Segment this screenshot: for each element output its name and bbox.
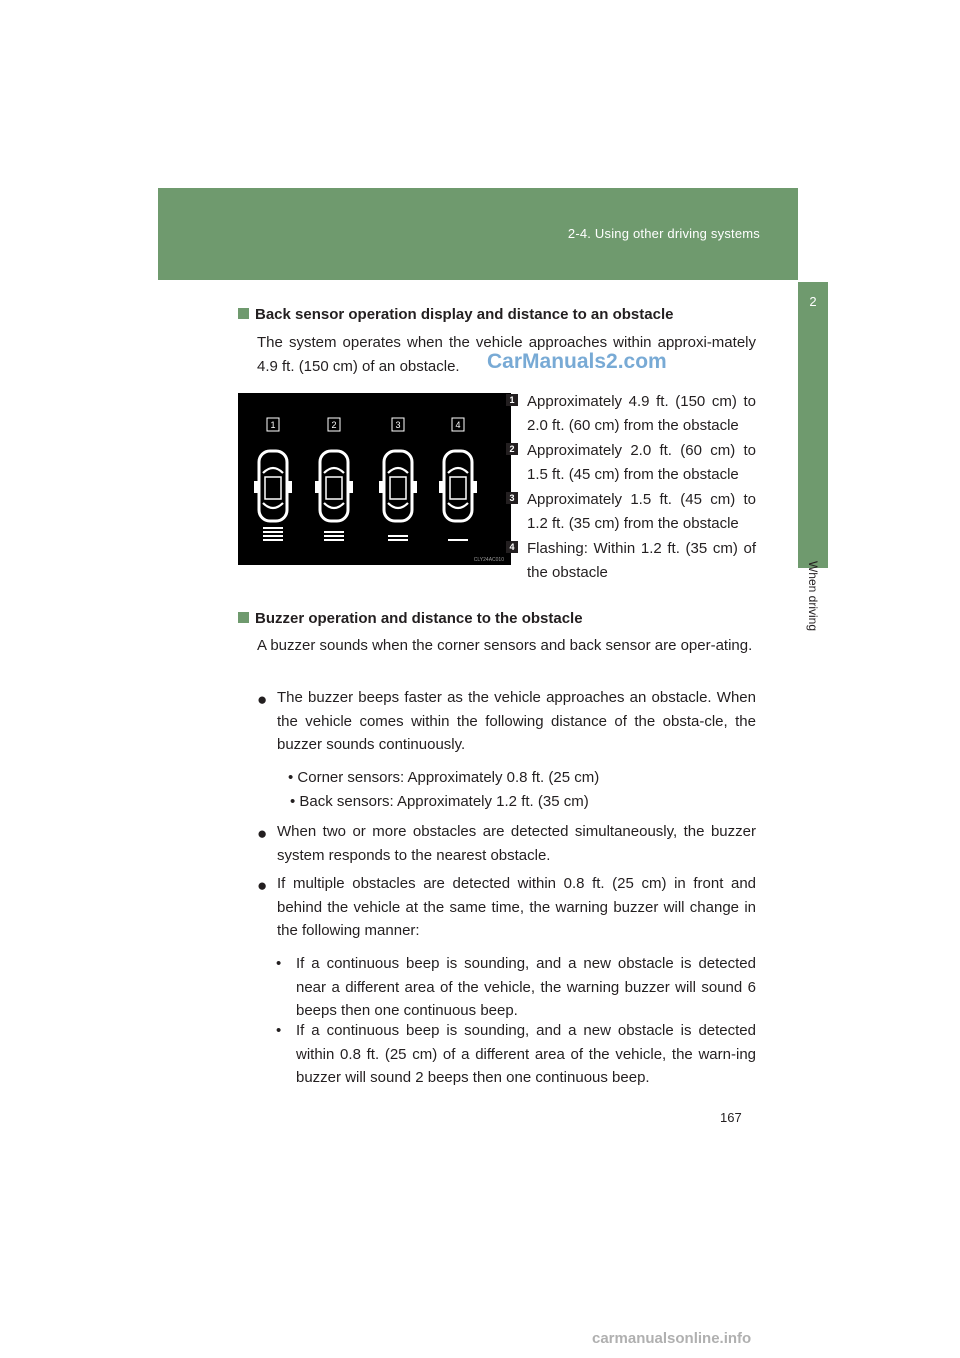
distance-back: • Back sensors: Approximately 1.2 ft. (35 cm) [290,793,589,810]
distance-bar [324,539,344,541]
car-windshield [263,468,283,473]
watermark-top: CarManuals2.com [487,350,667,373]
section-heading-text: Buzzer operation and distance to the obstacle [255,610,583,627]
distance-bar [388,539,408,541]
car-cabin [390,477,406,499]
panel-number: 4 [455,420,461,430]
sub-bullet-text: If a continuous beep is sounding, and a new obstacle is detected within 0.8 ft. (25 cm) of a different area of the vehicle, the warn-ing buzzer will sound 2 beeps then one continuous beep. [296,1022,756,1086]
chapter-label-tab [798,560,828,632]
panel-number: 1 [270,420,276,430]
car-body-outline [444,451,472,521]
header-band [158,188,798,280]
bullet-dot-icon: ● [257,690,268,709]
legend-item [506,439,756,487]
car-cabin [265,477,281,499]
figure-legend [506,390,756,586]
legend-item [506,537,756,585]
car-body-outline [320,451,348,521]
sub-bullet-item [276,952,756,1023]
section-heading-buzzer [238,610,583,627]
sub-bullet-dot-icon: • [276,1022,282,1039]
legend-number-1: 1 [506,394,518,406]
car-rear-window [388,503,408,508]
distance-bar [263,527,283,529]
bullet-text: The buzzer beeps faster as the vehicle approaches an obstacle. When the vehicle comes within the following distance of the obsta-cle, the buzzer sounds continuously. [277,689,756,753]
bullet-dot-icon: ● [257,824,268,843]
section-intro: The system operates when the vehicle approaches within approxi-mately 4.9 ft. (150 cm) of an obstacle. [257,334,756,375]
legend-text: Approximately 2.0 ft. (60 cm) to 1.5 ft. (45 cm) from the obstacle [527,442,756,483]
legend-number-4: 4 [506,541,518,553]
chapter-number: 2 [809,294,817,309]
legend-item [506,488,756,536]
legend-number-2: 2 [506,443,518,455]
distance-bar [448,539,468,541]
car-body-outline [384,451,412,521]
bullet-item [257,872,756,943]
bullet-item [257,820,756,867]
watermark-bottom: carmanualsonline.info [592,1330,752,1347]
side-sensor-left [254,481,258,493]
distance-bar [263,539,283,541]
legend-text: Approximately 1.5 ft. (45 cm) to 1.2 ft. (35 cm) from the obstacle [527,491,756,532]
car-windshield [324,468,344,473]
car-cabin [326,477,342,499]
car-rear-window [448,503,468,508]
distance-bar [263,535,283,537]
car-rear-window [324,503,344,508]
page-number: 167 [720,1110,742,1125]
legend-number-3: 3 [506,492,518,504]
square-bullet-icon [238,612,249,623]
figure-code: CLY24AC010 [473,557,504,563]
distance-bar [388,535,408,537]
side-sensor-right [288,481,292,493]
car-rear-window [263,503,283,508]
panel-number: 3 [395,420,401,430]
chapter-tab [798,282,828,568]
side-sensor-right [349,481,353,493]
legend-text: Flashing: Within 1.2 ft. (35 cm) of the obstacle [527,540,756,581]
legend-text: Approximately 4.9 ft. (150 cm) to 2.0 ft. (60 cm) from the obstacle [527,393,756,434]
car-body-outline [259,451,287,521]
sensor-display-figure [238,393,511,565]
side-sensor-left [439,481,443,493]
distance-bar [324,531,344,533]
sub-bullet-dot-icon: • [276,955,282,972]
side-sensor-right [413,481,417,493]
car-windshield [388,468,408,473]
distance-bar [324,535,344,537]
bullet-item [257,686,756,757]
car-cabin [450,477,466,499]
bullet-text: When two or more obstacles are detected simultaneously, the buzzer system responds to the nearest obstacle. [277,823,756,864]
side-sensor-right [473,481,477,493]
car-windshield [448,468,468,473]
panel-number: 2 [331,420,337,430]
distance-corner: • Corner sensors: Approximately 0.8 ft. (25 cm) [288,769,600,786]
sub-bullet-item [276,1019,756,1090]
section-title: 2-4. Using other driving systems [567,226,760,241]
square-bullet-icon [238,308,249,319]
sub-bullet-text: If a continuous beep is sounding, and a new obstacle is detected near a different area of the vehicle, the warning buzzer will sound 6 beeps then one continuous beep. [296,955,756,1019]
chapter-label: When driving [806,560,820,632]
section-intro: A buzzer sounds when the corner sensors and back sensor are oper-ating. [257,637,753,654]
sensor-display-illustration [238,393,511,565]
bullet-text: If multiple obstacles are detected within 0.8 ft. (25 cm) in front and behind the vehicle at the same time, the warning buzzer will change in the following manner: [277,875,756,939]
section-heading-back-sensor [238,306,673,323]
section-heading-text: Back sensor operation display and distance to an obstacle [255,306,674,323]
side-sensor-left [379,481,383,493]
side-sensor-left [315,481,319,493]
legend-item [506,390,756,438]
bullet-dot-icon: ● [257,876,268,895]
distance-bar [263,531,283,533]
